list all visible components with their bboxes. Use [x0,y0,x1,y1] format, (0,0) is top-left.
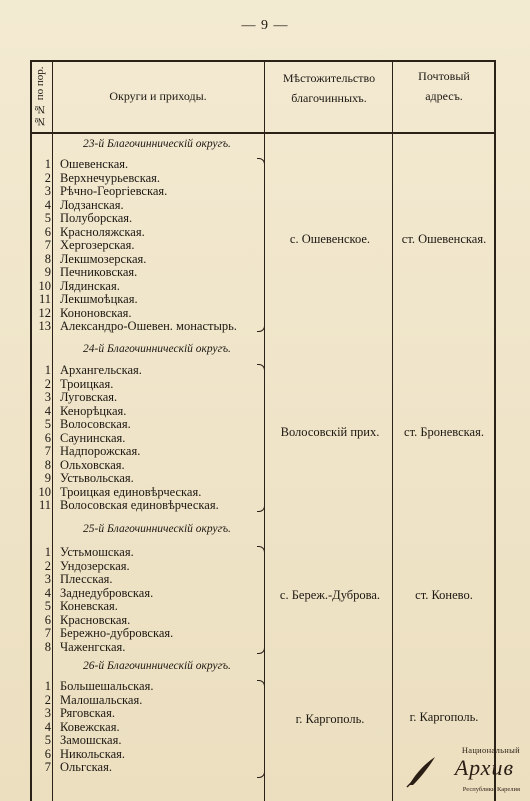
parish-number: 10 [38,278,51,293]
parish-name: Замошская. [60,733,122,747]
district-residence: г. Каргополь. [295,712,365,726]
parish-name: Волосовская единовѣрческая. [60,498,219,512]
district-residence: Волосовскій прих. [280,425,380,439]
header-districts: Округи и приходы. [109,89,207,103]
parish-name: Архангельская. [60,363,142,377]
watermark-line-3: Республики Карелия [462,786,520,793]
residence-column-rule [392,60,393,801]
parish-number: 2 [44,170,51,185]
parish-name: Ковежская. [60,719,120,734]
parish-number: 10 [38,484,51,499]
parish-number: 3 [44,184,51,198]
parish-number: 3 [44,572,51,586]
parish-name: Ундозерская. [60,558,130,573]
district-heading: 25-й Благочинническій округъ. [83,523,231,535]
parish-name: Чаженгская. [60,639,126,654]
parish-number: 7 [44,760,51,774]
district-brace [257,158,265,332]
parish-number: 8 [44,251,51,266]
parish-number: 6 [44,430,51,445]
parish-name: Малошальская. [60,692,143,707]
parish-number: 4 [44,197,51,212]
parish-name: Большешальская. [60,679,154,693]
table-top-rule [30,60,496,62]
parish-number: 1 [44,363,51,377]
parish-name: Ряговская. [60,706,115,720]
parish-name: Лекшмозерская. [60,251,147,266]
parish-name: Верхнечурьевская. [60,170,161,185]
parish-name: Кононовская. [60,305,132,320]
header-bottom-rule [30,132,496,134]
parish-name: Лекшмоѣцкая. [60,292,138,306]
parish-number: 6 [44,746,51,761]
parish-name: Ольховская. [60,457,125,472]
parish-number: 7 [44,444,51,458]
parish-name: Лядинская. [60,278,120,293]
parish-name: Александро-Ошевен. монастырь. [60,319,237,333]
parish-number: 1 [44,679,51,693]
parish-number: 5 [44,417,51,431]
parish-name: Луговская. [60,390,118,404]
parish-name: Устьвольская. [60,471,134,485]
parish-number: 3 [44,706,51,720]
district-brace [257,546,265,654]
parish-name: Полуборская. [60,211,133,225]
parish-number: 8 [44,639,51,654]
district-brace [257,680,265,778]
parish-number: 2 [44,558,51,573]
parish-number: 5 [44,211,51,225]
parish-name: Никольская. [60,746,126,761]
parish-name: Хергозерская. [60,238,135,252]
parish-number: 2 [44,376,51,391]
parish-number: 12 [38,305,51,320]
parish-name: Троицкая. [60,376,114,391]
parish-number: 2 [44,692,51,707]
district-heading: 23-й Благочинническій округъ. [83,138,231,150]
number-column-rule [52,60,53,801]
parish-number: 5 [44,733,51,747]
district-postal: ст. Ошевенская. [401,232,487,246]
parish-name: Красновская. [60,612,131,627]
parish-number: 13 [38,319,51,333]
parish-name: Плесская. [60,572,113,586]
parish-name: Коневская. [60,599,118,613]
district-brace [257,364,265,512]
parish-number: 11 [38,292,51,306]
header-number: №№ по пор. [34,66,46,128]
watermark-line-2: Архив [454,755,514,780]
parish-number: 1 [44,157,51,171]
parish-name: Волосовская. [60,417,131,431]
parish-number: 7 [44,238,51,252]
parish-name: Саунинская. [60,430,126,445]
header-postal: Почтовый адресъ. [418,69,470,103]
parish-number: 4 [44,585,51,600]
watermark-line-1: Национальный [461,745,520,755]
parish-name: Троицкая единовѣрческая. [60,484,202,499]
parish-number: 1 [44,545,51,559]
parish-name: Бережно-дубровская. [60,626,174,640]
parish-name: Лодзанская. [60,197,124,212]
district-postal: ст. Броневская. [404,425,484,439]
parish-number: 5 [44,599,51,613]
parish-name: Надпорожская. [60,444,141,458]
district-heading: 26-й Благочинническій округъ. [83,660,231,672]
parish-name: Устьмошская. [60,545,134,559]
header-residence: Мѣстожительство благочинныхъ. [282,71,376,105]
table-right-rule [494,60,496,801]
parish-number: 8 [44,457,51,472]
parish-number: 6 [44,224,51,239]
page-number: — 9 — [241,18,289,33]
parish-number: 9 [44,265,51,279]
parish-number: 4 [44,403,51,418]
parish-name: Рѣчно-Георгіевская. [60,184,168,198]
parish-number: 3 [44,390,51,404]
parish-name: Красноляжская. [60,224,145,239]
parish-number: 4 [44,719,51,734]
parish-name: Заднедубровская. [60,585,154,600]
parish-name: Кенорѣцкая. [60,403,127,418]
district-residence: с. Береж.-Дуброва. [279,588,381,602]
parish-name: Ошевенская. [60,157,129,171]
district-postal: г. Каргополь. [409,710,479,724]
district-heading: 24-й Благочинническій округъ. [83,343,231,355]
parish-number: 6 [44,612,51,627]
district-postal: ст. Конево. [415,588,473,602]
table-left-rule [30,60,32,801]
quill-icon [405,753,439,789]
parish-number: 11 [38,498,51,512]
archive-watermark [405,745,520,793]
parish-name: Ольгская. [60,760,112,774]
parish-number: 9 [44,471,51,485]
parish-name: Печниковская. [60,265,138,279]
parish-number: 7 [44,626,51,640]
district-residence: с. Ошевенское. [289,232,371,246]
